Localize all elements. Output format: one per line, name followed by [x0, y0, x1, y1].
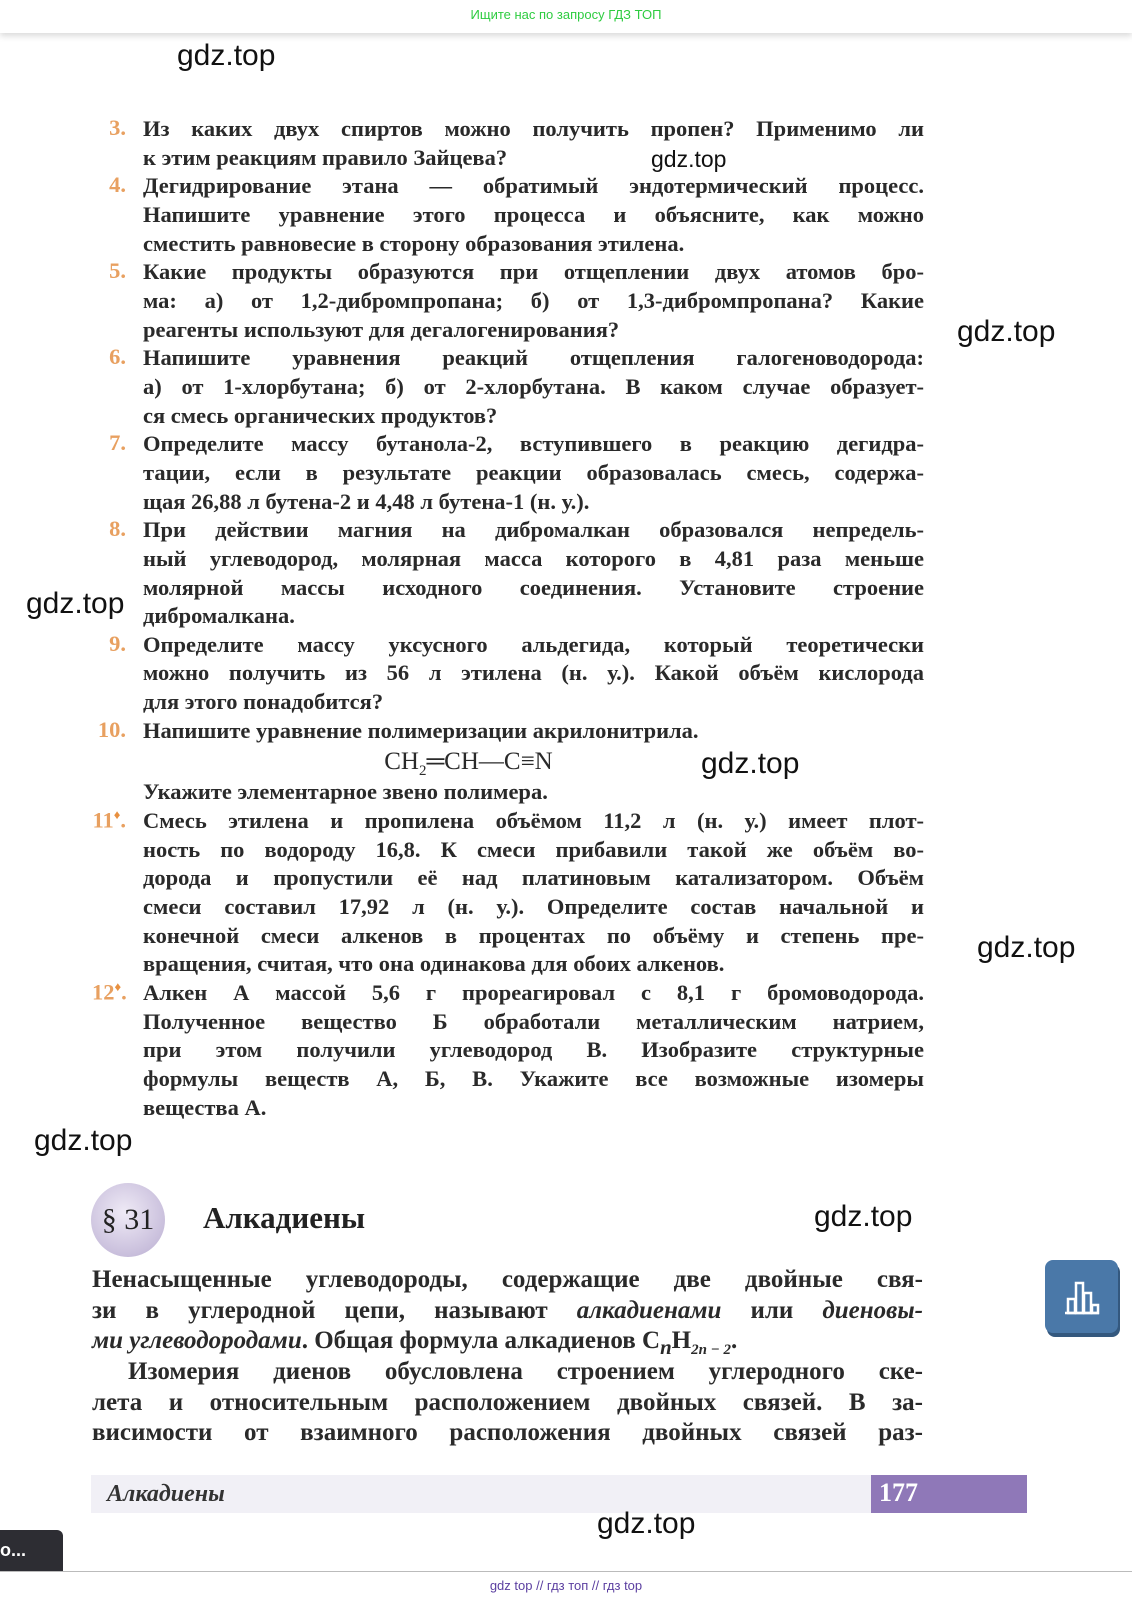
section-title: Алкадиены [203, 1200, 366, 1235]
text-line: Смесь этилена и пропилена объёмом 11,2 л (н. у.) имеет плот- [143, 808, 924, 834]
text-line: ся смесь органических продуктов? [143, 402, 498, 428]
chemical-formula [143, 745, 924, 778]
text-line: Ненасыщенные углеводороды, содержащие две двойные свя- [92, 1266, 923, 1293]
text-line: формулы веществ А, Б, В. Укажите все возможные изомеры [143, 1066, 924, 1091]
watermark: gdz.top [34, 1124, 133, 1157]
exercise-item [92, 430, 924, 516]
divider [0, 1571, 1132, 1572]
text: . [731, 1327, 738, 1355]
watermark: gdz.top [977, 931, 1076, 964]
text-line: ный углеводород, молярная масса которого в 4,81 раза меньше [143, 545, 924, 571]
text-line: Напишите уравнение этого процесса и объясните, как можно [143, 201, 924, 227]
exercise-item [92, 115, 924, 172]
exercise-number-text: 3. [109, 115, 126, 140]
text: H [671, 1327, 692, 1355]
text-line: Дегидрирование этана — обратимый эндотермический процесс. [143, 173, 924, 199]
text-line: лета и относительным расположением двойных связей. В за- [92, 1388, 923, 1416]
text-line: ма: а) от 1,2-дибромпропана; б) от 1,3-дибромпропана? Какие [143, 287, 924, 313]
difficulty-star-icon: ♦ [114, 979, 122, 995]
exercise-item [92, 258, 924, 344]
text-line: Напишите уравнение полимеризации акрилонитрила. [143, 717, 699, 743]
exercise-item [92, 807, 924, 979]
exercise-list [92, 115, 924, 1122]
exercise-number-text: 5. [109, 258, 126, 284]
text-line: щая 26,88 л бутена-2 и 4,48 л бутена-1 (н. у.). [143, 488, 590, 514]
text-line: Из каких двух спиртов можно получить пропен? Применимо ли [143, 116, 924, 141]
watermark: gdz.top [957, 315, 1056, 348]
bar-chart-icon [1062, 1277, 1102, 1317]
exercise-number-text: 8. [109, 516, 126, 542]
top-banner [0, 0, 1132, 33]
exercise-number [92, 430, 138, 456]
exercise-number [92, 807, 138, 834]
formula-part: 2 [418, 763, 427, 780]
exercise-number-text: 11 [92, 807, 114, 833]
text-line: ность по водороду 16,8. К смеси прибавили такой же объём во- [143, 836, 924, 862]
exercise-number [92, 258, 138, 284]
text-line: тации, если в результате реакции образовалась смесь, содержа- [143, 459, 924, 485]
number-dot: . [121, 979, 127, 1005]
text-line: к этим реакциям правило Зайцева? [143, 144, 508, 170]
text-line: Укажите элементарное звено полимера. [143, 779, 548, 805]
exercise-number [92, 631, 138, 657]
exercise-number [92, 717, 138, 743]
watermark: gdz.top [651, 146, 727, 172]
watermark: gdz.top [177, 39, 276, 72]
exercise-item [92, 344, 924, 430]
text-line: Напишите уравнения реакций отщепления галогеноводорода: [143, 345, 924, 371]
text-line [92, 1296, 923, 1327]
watermark: gdz.top [814, 1200, 913, 1233]
exercise-number [92, 115, 138, 141]
text-line: дибромалкана. [143, 603, 295, 629]
text-line: можно получить из 56 л этилена (н. у.). Какой объём кислорода [143, 660, 924, 686]
formula-subscript: 2n − 2 [691, 1342, 732, 1359]
stats-button[interactable] [1045, 1260, 1118, 1333]
text-line: дорода и пропустили её над платиновым катализатором. Объём [143, 865, 924, 891]
formula-subscript: n [660, 1335, 672, 1360]
term-alkadienes: алкадиенами [576, 1296, 722, 1324]
exercise-number [92, 979, 138, 1006]
text-line: а) от 1-хлорбутана; б) от 2-хлорбутана. В каком случае образует- [143, 373, 924, 399]
exercise-number-text: 12 [92, 979, 115, 1005]
watermark: gdz.top [26, 587, 125, 620]
watermark: gdz.top [701, 747, 800, 780]
difficulty-star-icon: ♦ [113, 807, 121, 823]
text-line: молярной массы исходного соединения. Установите строение [143, 574, 924, 600]
exercise-item [92, 631, 924, 717]
number-dot: . [120, 807, 126, 833]
exercise-item [92, 172, 924, 258]
exercise-number [92, 516, 138, 542]
formula-part: ═CH—C≡N [426, 748, 553, 776]
text-line: Изомерия диенов обусловлена строением углеродного ске- [128, 1358, 923, 1386]
exercise-item [92, 979, 924, 1122]
text-line: Полученное вещество Б обработали металлическим натрием, [143, 1008, 924, 1034]
text-line: Определите массу бутанола-2, вступившего в реакцию дегидра- [143, 431, 924, 457]
watermark: gdz.top [597, 1507, 696, 1540]
text-line: реагенты используют для дегалогенирования? [143, 316, 620, 342]
text-line: вещества А. [143, 1094, 267, 1120]
exercise-number [92, 344, 138, 370]
text: зи в углеродной цепи, называют [92, 1296, 577, 1324]
text: или [721, 1296, 823, 1324]
exercise-item [92, 516, 924, 631]
formula-part: CH [384, 748, 419, 776]
section-body [92, 1265, 923, 1449]
banner-text: Ищите нас по запросу ГДЗ ТОП [470, 7, 662, 22]
chapter-label: Алкадиены [107, 1481, 225, 1507]
floating-tab[interactable]: о... [0, 1530, 63, 1571]
exercise-number-text: 10. [97, 716, 126, 742]
page-footer [91, 1475, 1027, 1513]
text-line: Алкен А массой 5,6 г прореагировал с 8,1 г бромоводорода. [143, 980, 924, 1006]
text-line [92, 1326, 923, 1360]
exercise-number-text: 9. [109, 630, 126, 656]
text-line: вращения, считая, что она одинакова для обоих алкенов. [143, 951, 725, 977]
section-number-badge: § 31 [91, 1183, 165, 1257]
text-line: конечной смеси алкенов в процентах по объёму и степень пре- [143, 922, 924, 948]
text-line: Определите массу уксусного альдегида, который теоретически [143, 631, 924, 657]
term-dienes: диеновы- [822, 1296, 923, 1324]
bottom-links[interactable]: gdz top // гдз топ // гдз top [489, 1578, 643, 1593]
text: . Общая формула алкадиенов C [301, 1327, 661, 1355]
page-number: 177 [871, 1475, 1027, 1513]
text-line: при этом получили углеводород В. Изобразите структурные [143, 1037, 924, 1063]
term-diene-hydrocarbons: ми углеводородами [92, 1327, 302, 1355]
exercise-number [92, 172, 138, 198]
exercise-number-text: 7. [109, 430, 126, 456]
text-line: Какие продукты образуются при отщеплении двух атомов бро- [143, 259, 924, 285]
text-line: висимости от взаимного расположения двойных связей раз- [92, 1419, 923, 1447]
exercise-number-text: 4. [109, 172, 126, 198]
text-line: смеси составил 17,92 л (н. у.). Определите состав начальной и [143, 894, 924, 920]
text-line: сместить равновесие в сторону образования этилена. [143, 230, 685, 256]
text-line: При действии магния на дибромалкан образовался непредель- [143, 517, 924, 543]
text-line: для этого понадобится? [143, 689, 384, 715]
exercise-number-text: 6. [109, 344, 126, 370]
